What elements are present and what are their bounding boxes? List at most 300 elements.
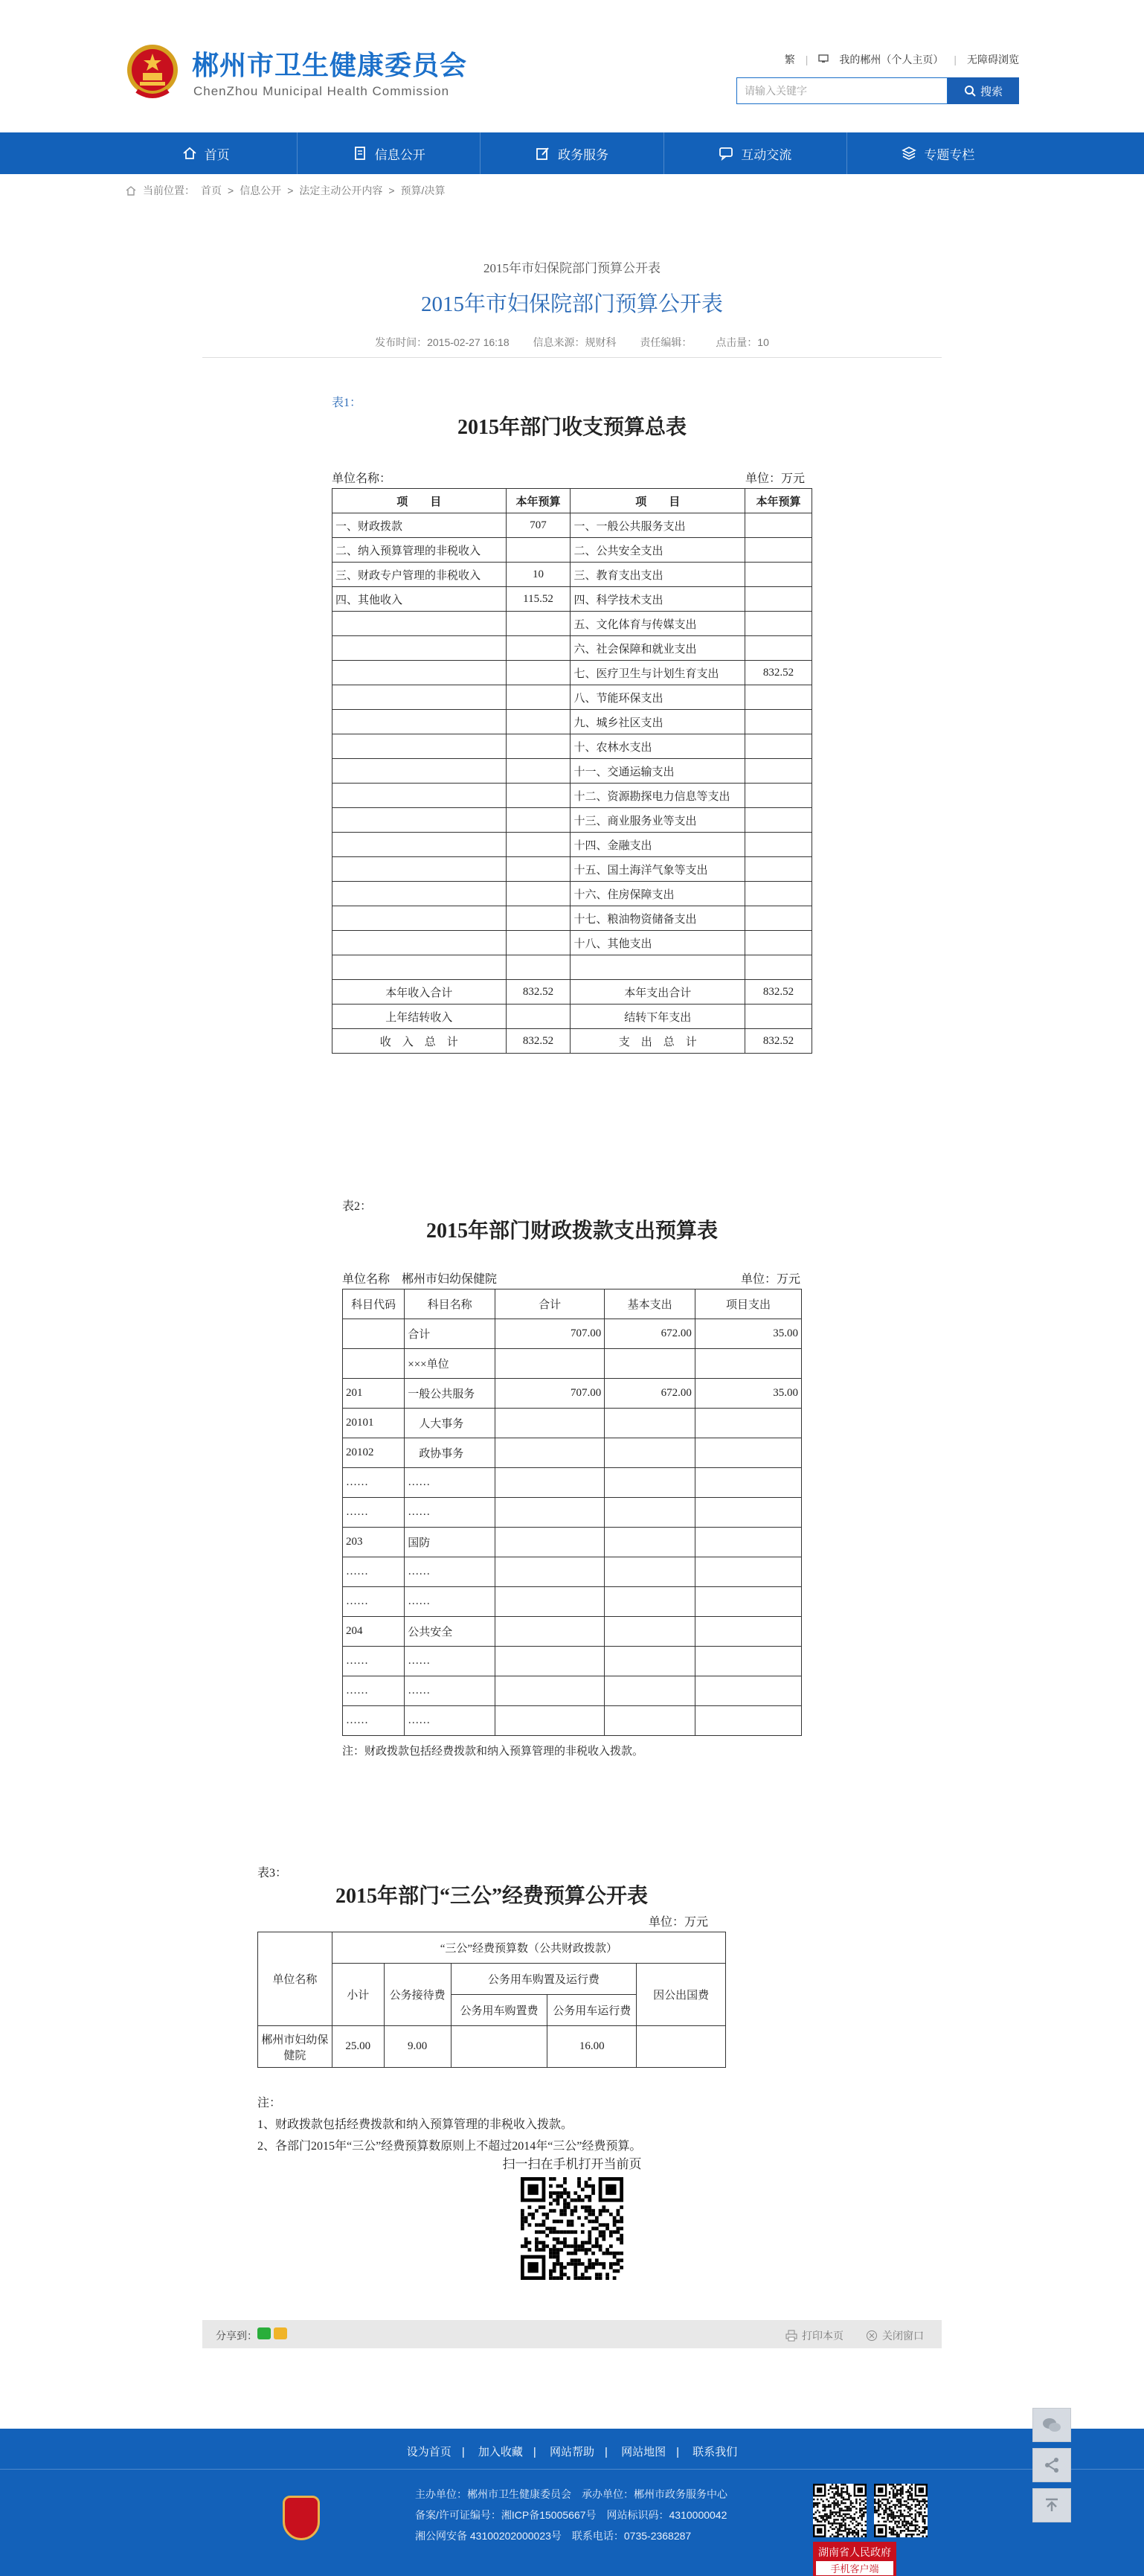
table-cell bbox=[745, 784, 812, 808]
cell-subtotal: 25.00 bbox=[332, 2026, 384, 2068]
table-cell bbox=[332, 784, 507, 808]
table-cell bbox=[506, 882, 571, 906]
note-line: 1、财政拨款包括经费拨款和纳入预算管理的非税收入拨款。 bbox=[257, 2118, 573, 2131]
table2-header-cell: 基本支出 bbox=[605, 1289, 695, 1319]
table-cell bbox=[343, 1349, 405, 1379]
table-cell: 本年支出合计 bbox=[571, 980, 745, 1005]
table-cell: …… bbox=[405, 1676, 495, 1706]
table-cell bbox=[605, 1528, 695, 1557]
table2-header-cell: 科目名称 bbox=[405, 1289, 495, 1319]
fiscal-expenditure-table bbox=[342, 1289, 802, 1736]
table2-unit-name: 单位名称 郴州市妇幼保健院 bbox=[342, 1273, 498, 1286]
breadcrumb: 当前位置： 首页 > 信息公开 > 法定主动公开内容 > 预算/决算 bbox=[125, 183, 445, 198]
table-cell bbox=[745, 1005, 812, 1029]
nav-label: 信息公开 bbox=[374, 147, 425, 162]
table-cell bbox=[332, 882, 507, 906]
table-cell bbox=[745, 710, 812, 734]
table-row bbox=[332, 513, 812, 538]
table-cell bbox=[332, 759, 507, 784]
table-cell: 一般公共服务 bbox=[405, 1379, 495, 1409]
table-cell: 832.52 bbox=[745, 1029, 812, 1054]
table-cell: 政协事务 bbox=[405, 1438, 495, 1468]
table2-title: 2015年部门财政拨款支出预算表 bbox=[425, 1220, 718, 1243]
cell-abroad bbox=[637, 2026, 726, 2068]
table-cell: …… bbox=[343, 1498, 405, 1528]
table-cell bbox=[332, 808, 507, 833]
table1-header-cell: 项 目 bbox=[571, 489, 745, 513]
share-side-button[interactable] bbox=[1032, 2448, 1071, 2482]
table-cell: ×××单位 bbox=[405, 1349, 495, 1379]
table-cell bbox=[332, 661, 507, 685]
table-cell: 四、科学技术支出 bbox=[571, 587, 745, 612]
table-row bbox=[332, 906, 812, 931]
table-cell bbox=[506, 636, 571, 661]
table-cell bbox=[332, 734, 507, 759]
table-cell bbox=[495, 1647, 604, 1676]
nav-item-interact[interactable] bbox=[664, 132, 847, 174]
table-cell bbox=[506, 906, 571, 931]
table-cell: 三、财政专户管理的非税收入 bbox=[332, 563, 507, 587]
footer-qr-code bbox=[813, 2484, 867, 2537]
nav-item-info[interactable] bbox=[298, 132, 481, 174]
back-to-top-button[interactable] bbox=[1032, 2488, 1071, 2522]
table-cell: 十、农林水支出 bbox=[571, 734, 745, 759]
footer-link-contact[interactable]: 联系我们 bbox=[692, 2446, 738, 2458]
print-button[interactable] bbox=[785, 2328, 843, 2343]
table-cell: 707 bbox=[506, 513, 571, 538]
table-cell bbox=[605, 1676, 695, 1706]
table1-header-cell: 本年预算 bbox=[745, 489, 812, 513]
table-cell bbox=[745, 636, 812, 661]
nav-label: 首页 bbox=[204, 147, 230, 162]
article-subtitle: 2015年市妇保院部门预算公开表 bbox=[483, 261, 661, 275]
table-row bbox=[343, 1349, 802, 1379]
table-row bbox=[332, 759, 812, 784]
table-cell bbox=[605, 1557, 695, 1587]
table-cell: …… bbox=[405, 1468, 495, 1498]
divider bbox=[0, 2469, 1144, 2470]
table-cell: 四、其他收入 bbox=[332, 587, 507, 612]
footer-icp: 备案/许可证编号：湘ICP备15005667号 网站标识码：4310000042 bbox=[415, 2509, 727, 2521]
table-row bbox=[343, 1587, 802, 1617]
table-row bbox=[332, 661, 812, 685]
side-tools bbox=[1032, 2408, 1071, 2528]
table-cell: 十三、商业服务业等支出 bbox=[571, 808, 745, 833]
table-cell: …… bbox=[405, 1557, 495, 1587]
table-cell bbox=[605, 1438, 695, 1468]
table-cell: 合计 bbox=[405, 1319, 495, 1349]
table-cell: 六、社会保障和就业支出 bbox=[571, 636, 745, 661]
table-cell bbox=[506, 538, 571, 563]
wechat-icon bbox=[1042, 2417, 1061, 2433]
table2-unit: 单位：万元 bbox=[741, 1273, 801, 1286]
site-subtitle: ChenZhou Municipal Health Commission bbox=[193, 84, 450, 98]
table-row bbox=[343, 1647, 802, 1676]
table-cell: 七、医疗卫生与计划生育支出 bbox=[571, 661, 745, 685]
table-cell: 结转下年支出 bbox=[571, 1005, 745, 1029]
table-cell: 707.00 bbox=[495, 1319, 604, 1349]
table1-title: 2015年部门收支预算总表 bbox=[457, 416, 687, 439]
table-cell bbox=[332, 636, 507, 661]
table-cell: 十二、资源勘探电力信息等支出 bbox=[571, 784, 745, 808]
wechat-side-button[interactable] bbox=[1032, 2408, 1071, 2442]
search-box bbox=[736, 77, 1019, 104]
divider: | bbox=[805, 54, 809, 65]
table-cell: …… bbox=[405, 1706, 495, 1736]
table-cell bbox=[506, 612, 571, 636]
table-cell: 35.00 bbox=[695, 1319, 801, 1349]
table-cell bbox=[695, 1498, 801, 1528]
table2-label: 表2： bbox=[342, 1200, 373, 1213]
table-cell bbox=[495, 1498, 604, 1528]
table-cell bbox=[745, 587, 812, 612]
header-vehicle-running: 公务用车运行费 bbox=[547, 1995, 637, 2026]
table-cell bbox=[506, 734, 571, 759]
site-footer bbox=[0, 2429, 1144, 2576]
table-cell: 二、公共安全支出 bbox=[571, 538, 745, 563]
footer-link-help[interactable]: 网站帮助 bbox=[549, 2446, 594, 2458]
table-row bbox=[343, 1557, 802, 1587]
table-cell bbox=[745, 759, 812, 784]
table-cell: 201 bbox=[343, 1379, 405, 1409]
table-cell: 20101 bbox=[343, 1409, 405, 1438]
table-row bbox=[332, 833, 812, 857]
close-label: 关闭窗口 bbox=[882, 2330, 924, 2342]
table-row bbox=[332, 636, 812, 661]
table-cell bbox=[745, 513, 812, 538]
layers-icon bbox=[902, 146, 916, 161]
print-label: 打印本页 bbox=[802, 2330, 843, 2342]
table-cell: …… bbox=[405, 1647, 495, 1676]
nav-item-home[interactable] bbox=[115, 132, 298, 174]
table-row bbox=[332, 980, 812, 1005]
table-row bbox=[343, 1468, 802, 1498]
nav-label: 专题专栏 bbox=[924, 147, 975, 162]
footer-link-sitemap[interactable]: 网站地图 bbox=[621, 2446, 666, 2458]
table-cell: 35.00 bbox=[695, 1379, 801, 1409]
table-cell bbox=[695, 1706, 801, 1736]
footer-links: 设为首页 | 加入收藏 | 网站帮助 | 网站地图 | 联系我们 bbox=[406, 2446, 738, 2458]
table-cell bbox=[495, 1468, 604, 1498]
table-row bbox=[332, 685, 812, 710]
table-cell bbox=[745, 857, 812, 882]
table-row bbox=[343, 1319, 802, 1349]
table3-title: 2015年部门“三公”经费预算公开表 bbox=[335, 1885, 648, 1908]
cell-reception: 9.00 bbox=[384, 2026, 451, 2068]
table-cell: 十四、金融支出 bbox=[571, 833, 745, 857]
table-cell: 五、文化体育与传媒支出 bbox=[571, 612, 745, 636]
table-row bbox=[332, 808, 812, 833]
table-row bbox=[343, 1409, 802, 1438]
table3-notes bbox=[257, 2092, 641, 2157]
article-title: 2015年市妇保院部门预算公开表 bbox=[420, 292, 723, 316]
table-cell bbox=[695, 1676, 801, 1706]
table-cell bbox=[745, 955, 812, 980]
table-row bbox=[332, 931, 812, 955]
table-cell bbox=[495, 1706, 604, 1736]
table-cell: 十八、其他支出 bbox=[571, 931, 745, 955]
table1-unit: 单位：万元 bbox=[745, 472, 806, 485]
table-cell bbox=[332, 931, 507, 955]
table-cell: …… bbox=[405, 1587, 495, 1617]
table-cell bbox=[506, 955, 571, 980]
cell-vehicle-running: 16.00 bbox=[547, 2026, 637, 2068]
table-cell bbox=[745, 612, 812, 636]
search-input[interactable] bbox=[736, 77, 948, 104]
table-row bbox=[332, 882, 812, 906]
footer-link-homepage[interactable]: 设为首页 bbox=[406, 2446, 452, 2458]
share-label: 分享到： bbox=[216, 2330, 257, 2342]
table-row bbox=[332, 1005, 812, 1029]
table-cell bbox=[695, 1468, 801, 1498]
table-cell: …… bbox=[343, 1468, 405, 1498]
table-cell: 一、一般公共服务支出 bbox=[571, 513, 745, 538]
table-row bbox=[343, 1706, 802, 1736]
table-cell bbox=[495, 1587, 604, 1617]
site-title[interactable]: 郴州市卫生健康委员会 bbox=[192, 50, 468, 80]
cell-vehicle-purchase bbox=[451, 2026, 547, 2068]
table-row bbox=[343, 1498, 802, 1528]
table-cell bbox=[506, 661, 571, 685]
breadcrumb-home[interactable]: 首页 bbox=[201, 185, 222, 196]
table-cell bbox=[332, 685, 507, 710]
table3-unit: 单位：万元 bbox=[649, 1916, 709, 1929]
my-chenzhou-link[interactable]: 我的郴州（个人主页） bbox=[839, 54, 944, 65]
table2-header-cell: 合计 bbox=[495, 1289, 604, 1319]
table-row bbox=[343, 1379, 802, 1409]
share-icon bbox=[1043, 2456, 1061, 2474]
editor: 责任编辑： bbox=[640, 336, 692, 348]
table-cell bbox=[495, 1409, 604, 1438]
table-cell bbox=[343, 1319, 405, 1349]
table-cell: 支 出 总 计 bbox=[571, 1029, 745, 1054]
table-cell bbox=[506, 685, 571, 710]
footer-link-favorite[interactable]: 加入收藏 bbox=[478, 2446, 523, 2458]
table-cell bbox=[695, 1617, 801, 1647]
table-cell bbox=[332, 906, 507, 931]
table-cell bbox=[332, 955, 507, 980]
article-meta bbox=[0, 335, 1144, 350]
table-cell: 115.52 bbox=[506, 587, 571, 612]
table-cell: 832.52 bbox=[506, 980, 571, 1005]
table-cell: 672.00 bbox=[605, 1379, 695, 1409]
three-public-expense-table bbox=[257, 1932, 726, 2068]
table1-header-cell: 本年预算 bbox=[506, 489, 571, 513]
table1-label: 表1： bbox=[332, 397, 362, 409]
table-cell: 20102 bbox=[343, 1438, 405, 1468]
table-cell: …… bbox=[343, 1676, 405, 1706]
table-cell: …… bbox=[343, 1557, 405, 1587]
table-cell bbox=[495, 1349, 604, 1379]
table2-header-cell: 科目代码 bbox=[343, 1289, 405, 1319]
arrow-up-icon bbox=[1044, 2497, 1060, 2513]
table-cell: 832.52 bbox=[745, 661, 812, 685]
table-cell bbox=[506, 710, 571, 734]
table-cell bbox=[695, 1647, 801, 1676]
table-cell: 一、财政拨款 bbox=[332, 513, 507, 538]
table2-note: 注：财政拨款包括经费拨款和纳入预算管理的非税收入拨款。 bbox=[342, 1746, 644, 1758]
table-cell: 十七、粮油物资储备支出 bbox=[571, 906, 745, 931]
table-cell bbox=[745, 906, 812, 931]
chat-icon bbox=[719, 146, 733, 161]
search-placeholder: 请输入关键字 bbox=[745, 85, 807, 97]
breadcrumb-info[interactable]: 信息公开 bbox=[240, 185, 282, 196]
top-links bbox=[785, 52, 1019, 67]
table-cell: 832.52 bbox=[745, 980, 812, 1005]
header-unit-name: 单位名称 bbox=[258, 1932, 332, 2026]
table-cell bbox=[506, 759, 571, 784]
nav-item-service[interactable] bbox=[481, 132, 663, 174]
table-cell bbox=[332, 612, 507, 636]
table-cell bbox=[695, 1557, 801, 1587]
table-cell: 本年收入合计 bbox=[332, 980, 507, 1005]
table-cell: 上年结转收入 bbox=[332, 1005, 507, 1029]
note-line: 注： bbox=[257, 2097, 282, 2109]
table-cell bbox=[745, 563, 812, 587]
search-button[interactable] bbox=[948, 77, 1019, 104]
table-cell: 收 入 总 计 bbox=[332, 1029, 507, 1054]
table-cell: 十六、住房保障支出 bbox=[571, 882, 745, 906]
table-cell: …… bbox=[405, 1498, 495, 1528]
table-cell bbox=[332, 857, 507, 882]
footer-police: 湘公网安备 43100202000023号 联系电话：0735-2368287 bbox=[415, 2530, 692, 2542]
table-row bbox=[332, 1029, 812, 1054]
table-cell bbox=[745, 808, 812, 833]
info-source: 信息来源：规财科 bbox=[533, 336, 617, 348]
header-vehicle: 公务用车购置及运行费 bbox=[451, 1964, 637, 1995]
table-cell bbox=[495, 1438, 604, 1468]
footer-qr-code bbox=[874, 2484, 928, 2537]
traditional-chinese-link[interactable]: 繁 bbox=[784, 54, 795, 65]
cell-unit: 郴州市妇幼保健院 bbox=[258, 2026, 332, 2068]
table-row bbox=[343, 1617, 802, 1647]
table-cell bbox=[605, 1409, 695, 1438]
note-line: 2、各部门2015年“三公”经费预算数原则上不超过2014年“三公”经费预算。 bbox=[257, 2140, 642, 2153]
table-cell: 707.00 bbox=[495, 1379, 604, 1409]
table-cell: 十一、交通运输支出 bbox=[571, 759, 745, 784]
table-row bbox=[332, 734, 812, 759]
weibo-share-icon[interactable] bbox=[274, 2327, 287, 2339]
table-cell bbox=[605, 1349, 695, 1379]
table-cell: 国防 bbox=[405, 1528, 495, 1557]
table-cell bbox=[605, 1706, 695, 1736]
table-cell bbox=[605, 1468, 695, 1498]
table-cell bbox=[506, 833, 571, 857]
table-cell: 人大事务 bbox=[405, 1409, 495, 1438]
table-cell: 832.52 bbox=[506, 1029, 571, 1054]
table-row bbox=[332, 857, 812, 882]
view-count: 点击量：10 bbox=[716, 336, 769, 348]
table-cell: 203 bbox=[343, 1528, 405, 1557]
party-government-badge-icon[interactable] bbox=[283, 2496, 320, 2540]
header-abroad: 因公出国费 bbox=[637, 1964, 726, 2026]
close-icon bbox=[866, 2330, 878, 2342]
edit-icon bbox=[536, 146, 550, 161]
hunan-gov-label: 湖南省人民政府 bbox=[818, 2546, 891, 2558]
accessibility-link[interactable]: 无障碍浏览 bbox=[967, 54, 1019, 65]
table-row bbox=[343, 1438, 802, 1468]
table-row bbox=[332, 538, 812, 563]
share-bar bbox=[202, 2320, 942, 2348]
table-cell: 204 bbox=[343, 1617, 405, 1647]
table-cell bbox=[506, 808, 571, 833]
breadcrumb-statutory[interactable]: 法定主动公开内容 bbox=[299, 185, 383, 196]
table-row bbox=[332, 587, 812, 612]
breadcrumb-budget[interactable]: 预算/决算 bbox=[400, 185, 446, 196]
table-cell bbox=[745, 538, 812, 563]
nav-item-topics[interactable] bbox=[847, 132, 1029, 174]
footer-host: 主办单位：郴州市卫生健康委员会 承办单位：郴州市政务服务中心 bbox=[415, 2488, 727, 2500]
table-cell bbox=[695, 1409, 801, 1438]
site-header bbox=[0, 0, 1144, 132]
header-three-public-group: “三公”经费预算数（公共财政拨款） bbox=[332, 1932, 725, 1964]
table2-header-cell: 项目支出 bbox=[695, 1289, 801, 1319]
table3-label: 表3： bbox=[257, 1867, 288, 1880]
qr-code bbox=[521, 2177, 623, 2280]
table-cell: 公共安全 bbox=[405, 1617, 495, 1647]
table-cell bbox=[695, 1587, 801, 1617]
table-cell bbox=[495, 1617, 604, 1647]
table-cell bbox=[605, 1617, 695, 1647]
table-cell: 三、教育支出支出 bbox=[571, 563, 745, 587]
mobile-client-label: 手机客户端 bbox=[816, 2561, 893, 2575]
table1-header-cell: 项 目 bbox=[332, 489, 507, 513]
document-icon bbox=[353, 146, 367, 161]
table-cell bbox=[495, 1528, 604, 1557]
divider bbox=[202, 357, 942, 358]
table-row bbox=[343, 1676, 802, 1706]
table-row bbox=[332, 784, 812, 808]
table-cell bbox=[745, 685, 812, 710]
table-cell bbox=[605, 1647, 695, 1676]
table-cell bbox=[605, 1498, 695, 1528]
header-subtotal: 小计 bbox=[332, 1964, 384, 2026]
table-row bbox=[332, 612, 812, 636]
breadcrumb-label: 当前位置： bbox=[143, 185, 195, 196]
table-cell bbox=[745, 734, 812, 759]
nav-label: 互动交流 bbox=[741, 147, 792, 162]
table-cell bbox=[506, 857, 571, 882]
publish-time: 发布时间：2015-02-27 16:18 bbox=[375, 336, 510, 348]
national-emblem-icon[interactable] bbox=[125, 42, 180, 100]
table-row bbox=[332, 955, 812, 980]
budget-summary-table bbox=[332, 488, 812, 1054]
table-cell bbox=[332, 833, 507, 857]
table-cell bbox=[495, 1676, 604, 1706]
table-cell bbox=[506, 1005, 571, 1029]
table-cell bbox=[745, 931, 812, 955]
wechat-share-icon[interactable] bbox=[257, 2327, 271, 2339]
search-button-label: 搜索 bbox=[980, 85, 1003, 98]
table-cell bbox=[506, 784, 571, 808]
table-cell bbox=[745, 833, 812, 857]
table-row bbox=[332, 710, 812, 734]
table-cell: …… bbox=[343, 1587, 405, 1617]
table-cell bbox=[495, 1557, 604, 1587]
close-window-button[interactable] bbox=[866, 2328, 924, 2343]
printer-icon bbox=[785, 2330, 797, 2342]
table-cell: 二、纳入预算管理的非税收入 bbox=[332, 538, 507, 563]
hunan-gov-badge[interactable] bbox=[813, 2542, 896, 2576]
table-cell bbox=[571, 955, 745, 980]
table-cell bbox=[332, 710, 507, 734]
table-cell bbox=[695, 1349, 801, 1379]
nav-label: 政务服务 bbox=[558, 147, 608, 162]
table-cell: 10 bbox=[506, 563, 571, 587]
table-cell: 八、节能环保支出 bbox=[571, 685, 745, 710]
header-vehicle-purchase: 公务用车购置费 bbox=[451, 1995, 547, 2026]
main-nav bbox=[0, 132, 1144, 174]
